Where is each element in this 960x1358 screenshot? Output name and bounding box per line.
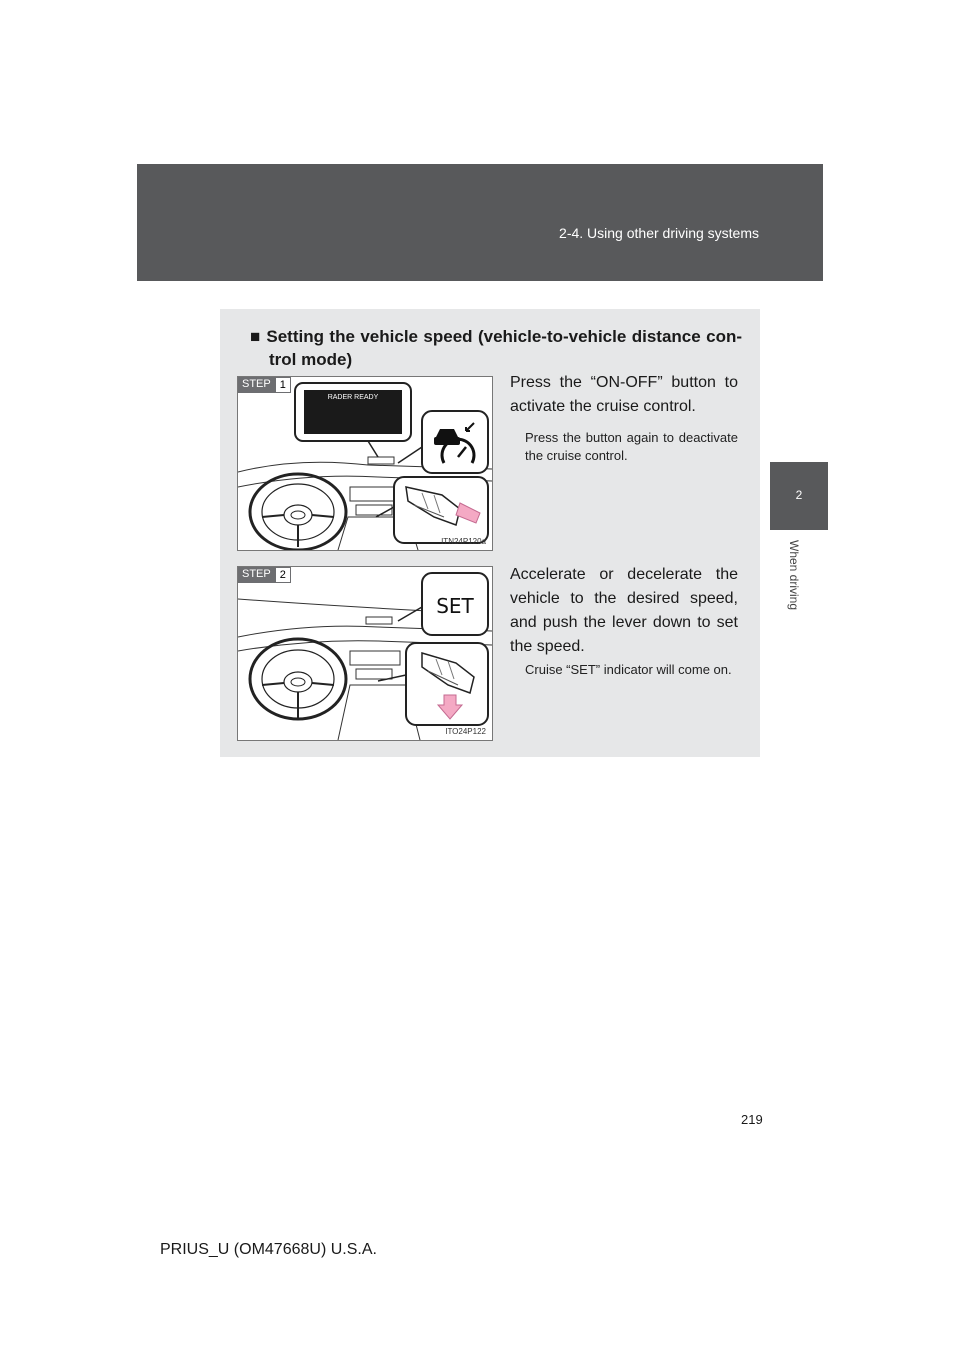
page-number: 219	[741, 1112, 763, 1127]
step-badge-1: STEP 1	[238, 377, 291, 393]
chapter-tab	[770, 462, 828, 530]
display-readout-1: RADER READY	[327, 394, 379, 401]
step-2-note: Cruise “SET” indicator will come on.	[525, 662, 732, 677]
footer-model: PRIUS_U (OM47668U) U.S.A.	[160, 1241, 377, 1258]
chapter-label: When driving	[787, 540, 801, 611]
set-indicator: SET	[436, 594, 474, 618]
figure-step-1	[237, 376, 493, 551]
step-badge-2: STEP 2	[238, 567, 291, 583]
dashboard-illustration-1	[238, 377, 492, 550]
dashboard-illustration-2	[238, 567, 492, 740]
step-2-instruction: Accelerate or decelerate the vehicle to the desired speed, and push the lever down to set the speed.	[510, 566, 738, 655]
figure-step-2	[237, 566, 493, 741]
figure-code-1: ITN24P120a	[441, 537, 486, 546]
section-title: 2-4. Using other driving systems	[559, 225, 759, 241]
figure-code-2: ITO24P122	[445, 727, 486, 736]
step-1-instruction: Press the “ON-OFF” button to activate the cruise control.	[510, 374, 738, 415]
chapter-number: 2	[795, 488, 803, 502]
step-1-note: Press the button again to deactivate the cruise control.	[525, 430, 738, 463]
section-heading: ■ Setting the vehicle speed (vehicle-to-vehicle distance con-trol mode)	[250, 327, 742, 369]
header-band	[137, 164, 823, 281]
content-box	[220, 309, 760, 757]
